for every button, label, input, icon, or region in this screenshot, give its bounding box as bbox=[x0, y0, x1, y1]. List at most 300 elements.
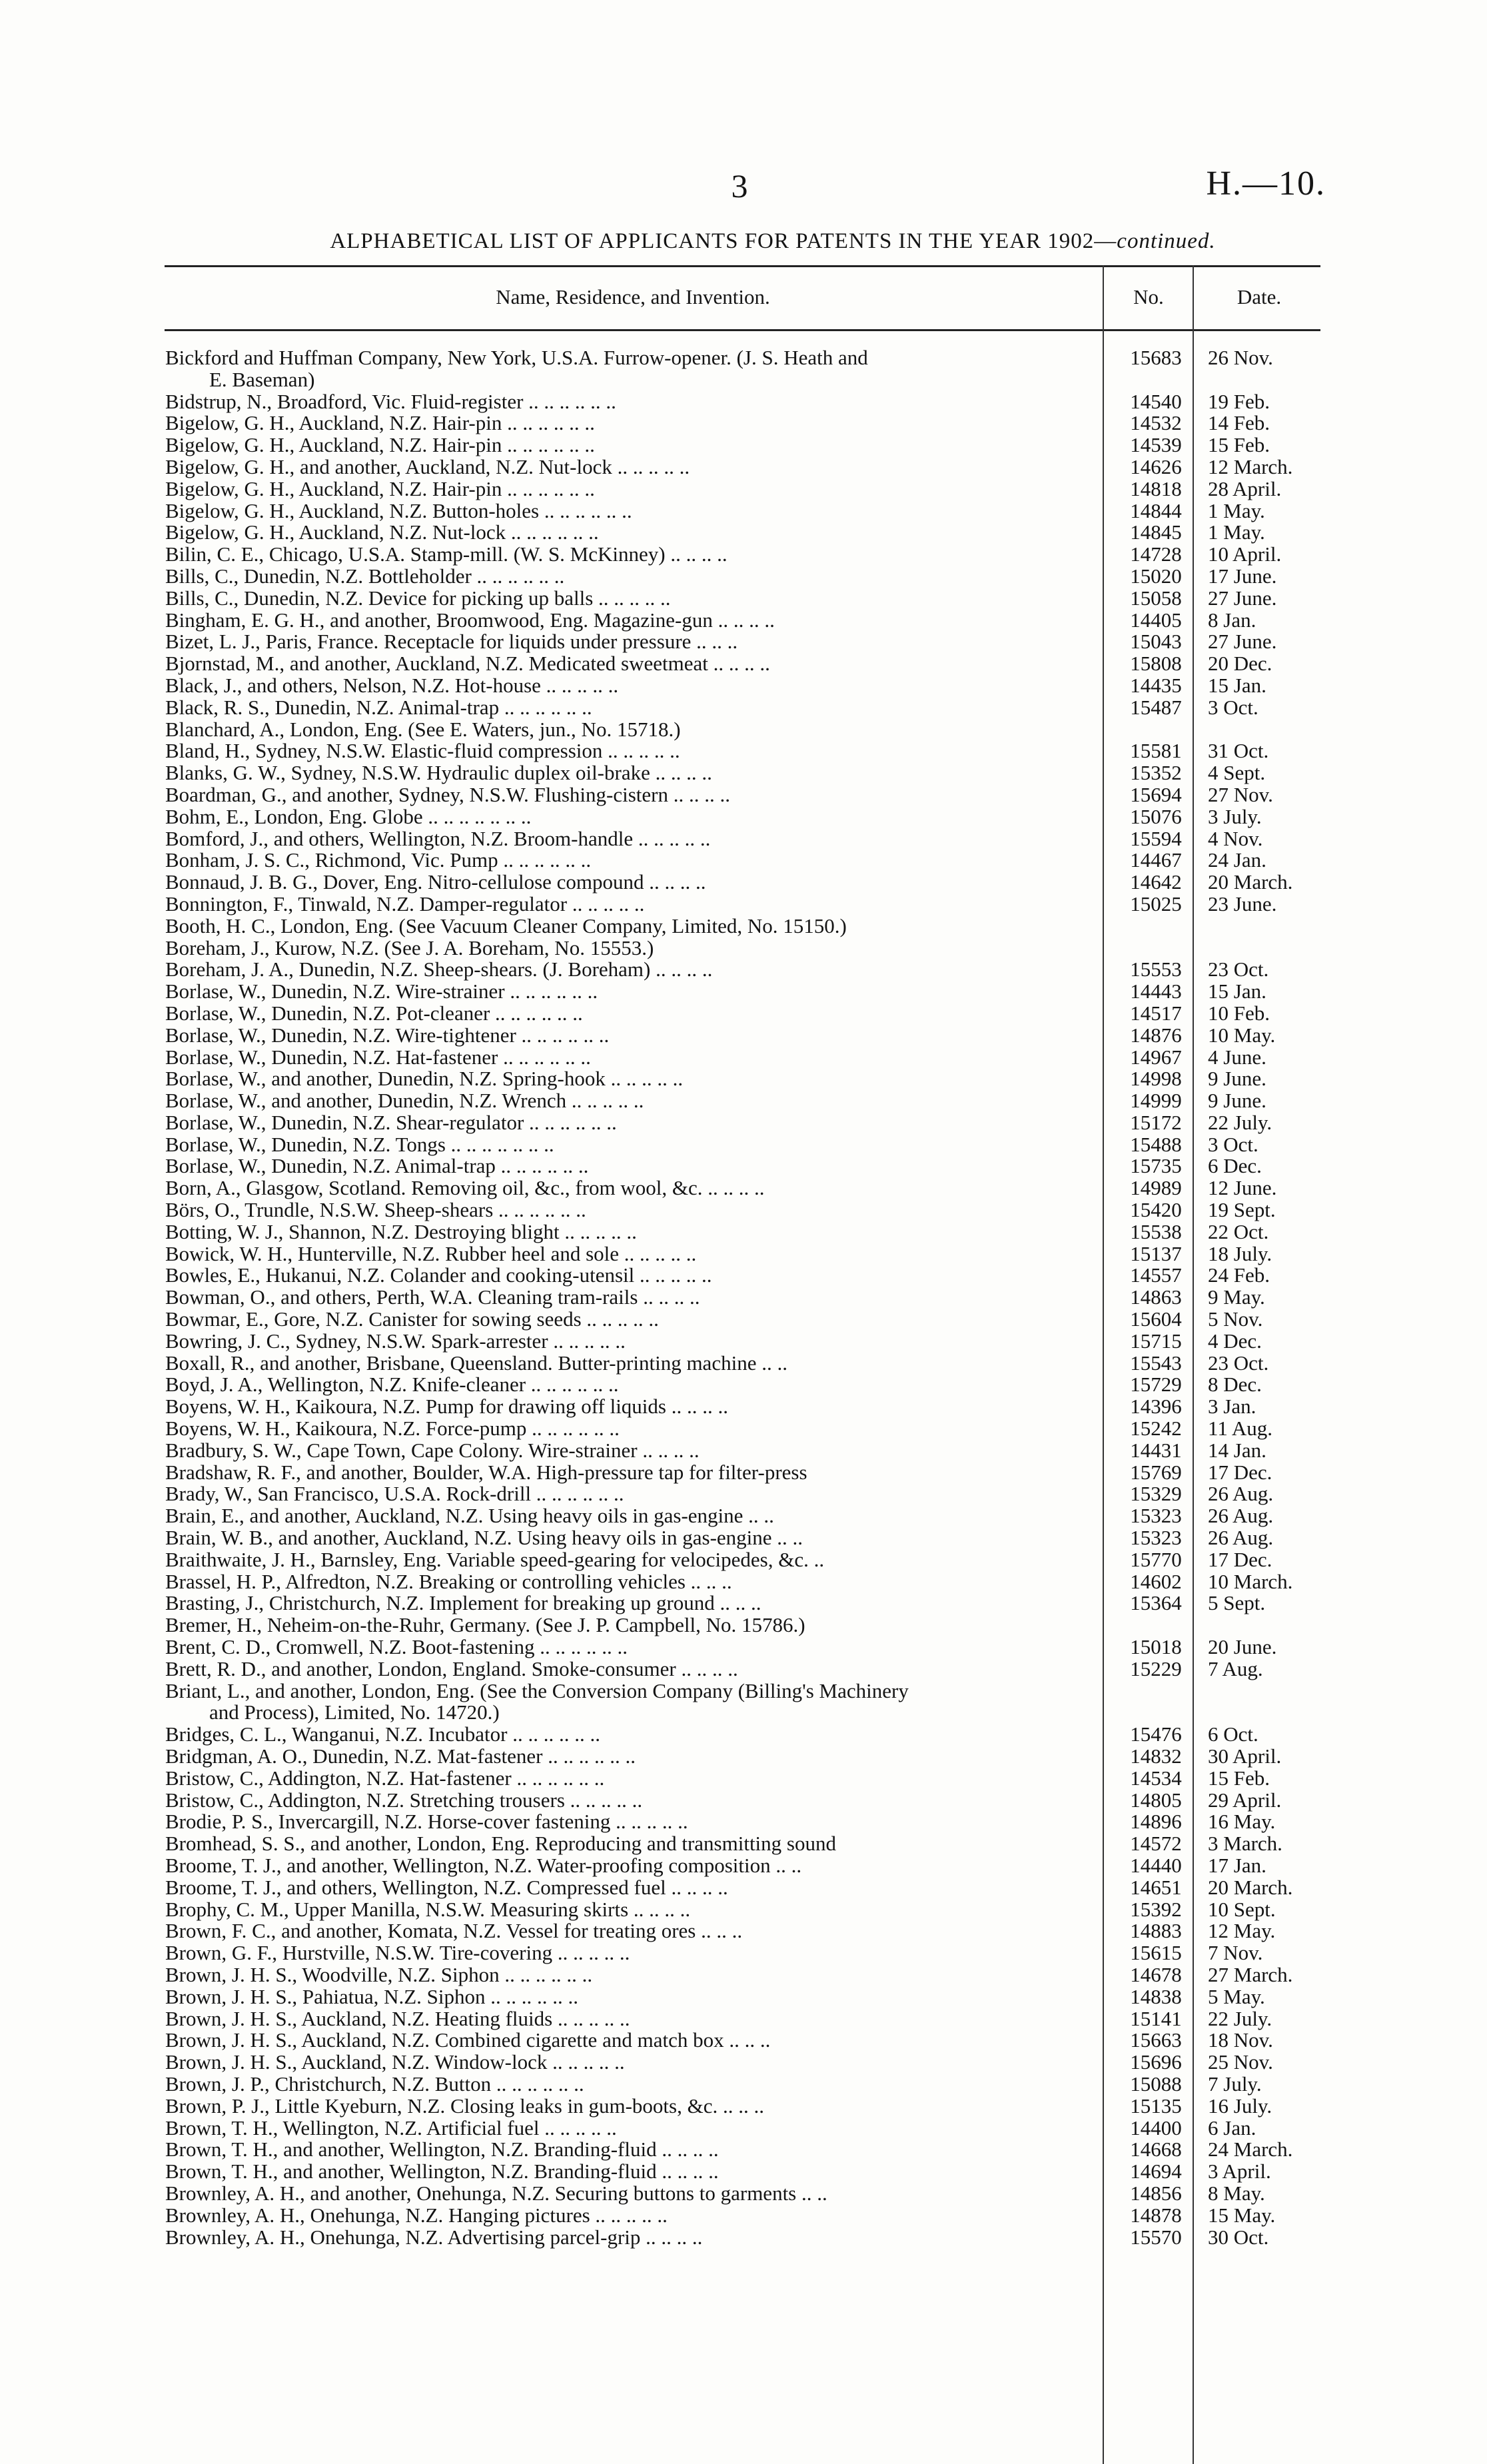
application-date: 8 Jan. bbox=[1208, 608, 1256, 632]
table-row bbox=[165, 2183, 1324, 2205]
patent-number: 14467 bbox=[1130, 848, 1182, 872]
table-row bbox=[165, 1483, 1324, 1505]
applicant-entry bbox=[165, 2030, 1098, 2052]
table-row bbox=[165, 2052, 1324, 2074]
applicant-text: Brassel, H. P., Alfredton, N.Z. Breaking or controlling vehicles .. .. .. bbox=[165, 1569, 732, 1593]
application-date: 25 Nov. bbox=[1208, 2050, 1273, 2074]
application-date: 31 Oct. bbox=[1208, 739, 1269, 763]
applicant-entry bbox=[165, 850, 1098, 872]
application-date: 6 Jan. bbox=[1208, 2116, 1256, 2140]
table-row bbox=[165, 1942, 1324, 1964]
applicant-entry bbox=[165, 1243, 1098, 1265]
table-row bbox=[165, 1877, 1324, 1899]
applicant-text: Bigelow, G. H., Auckland, N.Z. Nut-lock .. .. .. .. .. .. bbox=[165, 520, 599, 544]
table-row bbox=[165, 1047, 1324, 1069]
applicant-text: Brasting, J., Christchurch, N.Z. Implement for breaking up ground .. .. .. bbox=[165, 1591, 761, 1615]
application-date: 15 Feb. bbox=[1208, 1766, 1270, 1790]
patent-number: 14540 bbox=[1130, 389, 1182, 413]
applicant-entry bbox=[165, 1527, 1098, 1549]
application-date: 26 Nov. bbox=[1208, 346, 1273, 369]
patent-number: 14844 bbox=[1130, 498, 1182, 522]
table-row bbox=[165, 1768, 1324, 1790]
applicant-entry bbox=[165, 1614, 1098, 1636]
applicant-entry bbox=[165, 1724, 1098, 1746]
patent-number: 15025 bbox=[1130, 892, 1182, 916]
table-row bbox=[165, 1505, 1324, 1527]
table-row bbox=[165, 937, 1324, 959]
table-row bbox=[165, 675, 1324, 697]
application-date: 30 Oct. bbox=[1208, 2225, 1269, 2249]
applicant-text: Bonnington, F., Tinwald, N.Z. Damper-regulator .. .. .. .. .. bbox=[165, 892, 645, 916]
application-date: 17 June. bbox=[1208, 564, 1277, 588]
patent-number: 14532 bbox=[1130, 411, 1182, 435]
table-row bbox=[165, 500, 1324, 522]
application-date: 10 March. bbox=[1208, 1569, 1293, 1593]
table-row bbox=[165, 544, 1324, 566]
application-date: 15 Jan. bbox=[1208, 673, 1266, 697]
table-row bbox=[165, 806, 1324, 828]
application-date: 23 June. bbox=[1208, 892, 1277, 916]
table-row bbox=[165, 1374, 1324, 1396]
application-date: 27 Nov. bbox=[1208, 782, 1273, 806]
application-date: 7 July. bbox=[1208, 2072, 1262, 2096]
patent-number: 14856 bbox=[1130, 2181, 1182, 2205]
applicant-entry bbox=[165, 937, 1098, 959]
table-row bbox=[165, 1680, 1324, 1724]
patent-number: 14539 bbox=[1130, 433, 1182, 457]
applicant-entry bbox=[165, 1418, 1098, 1440]
patent-number: 15323 bbox=[1130, 1526, 1182, 1550]
table-row bbox=[165, 1068, 1324, 1090]
patent-number: 14805 bbox=[1130, 1788, 1182, 1812]
applicant-entry bbox=[165, 740, 1098, 762]
application-date: 17 Jan. bbox=[1208, 1853, 1266, 1877]
application-date: 1 May. bbox=[1208, 520, 1265, 544]
patent-number: 15683 bbox=[1130, 346, 1182, 369]
patent-number: 15729 bbox=[1130, 1373, 1182, 1397]
application-date: 10 Feb. bbox=[1208, 1001, 1270, 1025]
applicant-text: Broome, T. J., and others, Wellington, N.Z. Compressed fuel .. .. .. .. bbox=[165, 1875, 728, 1899]
applicant-entry bbox=[165, 959, 1098, 981]
application-date: 23 Oct. bbox=[1208, 957, 1269, 981]
applicant-text: Briant, L., and another, London, Eng. (See the Conversion Company (Billing's Machinery bbox=[165, 1678, 909, 1702]
patent-number: 14838 bbox=[1130, 1984, 1182, 2008]
application-date: 26 Aug. bbox=[1208, 1526, 1274, 1550]
application-date: 9 June. bbox=[1208, 1089, 1266, 1113]
table-row bbox=[165, 1243, 1324, 1265]
table-row bbox=[165, 1833, 1324, 1855]
application-date: 17 Dec. bbox=[1208, 1460, 1272, 1484]
applicant-entry bbox=[165, 456, 1098, 478]
applicant-text: Bowman, O., and others, Perth, W.A. Cleaning tram-rails .. .. .. .. bbox=[165, 1285, 700, 1309]
table-row bbox=[165, 1811, 1324, 1833]
applicant-entry bbox=[165, 2227, 1098, 2249]
applicant-entry bbox=[165, 347, 1098, 391]
applicant-text: Borlase, W., and another, Dunedin, N.Z. Spring-hook .. .. .. .. .. bbox=[165, 1067, 684, 1091]
table-row bbox=[165, 347, 1324, 391]
patent-number: 14668 bbox=[1130, 2138, 1182, 2161]
applicant-entry bbox=[165, 1353, 1098, 1375]
applicant-text: Bradshaw, R. F., and another, Boulder, W.A. High-pressure tap for filter-press bbox=[165, 1460, 807, 1484]
table-row bbox=[165, 1221, 1324, 1243]
applicant-text: Black, R. S., Dunedin, N.Z. Animal-trap .. .. .. .. .. .. bbox=[165, 695, 592, 719]
application-date: 5 Sept. bbox=[1208, 1591, 1266, 1615]
table-row bbox=[165, 1112, 1324, 1134]
applicant-text: Broome, T. J., and another, Wellington, N.Z. Water-proofing composition .. .. bbox=[165, 1853, 802, 1877]
patent-number: 14440 bbox=[1130, 1853, 1182, 1877]
patent-number: 14396 bbox=[1130, 1395, 1182, 1419]
applicant-text: Brady, W., San Francisco, U.S.A. Rock-drill .. .. .. .. .. .. bbox=[165, 1482, 624, 1506]
application-date: 29 April. bbox=[1208, 1788, 1282, 1812]
patent-number: 15329 bbox=[1130, 1482, 1182, 1506]
applicant-entry bbox=[165, 1680, 1098, 1724]
patent-number: 14883 bbox=[1130, 1919, 1182, 1943]
patent-number: 14694 bbox=[1130, 2159, 1182, 2183]
applicant-text: Börs, O., Trundle, N.S.W. Sheep-shears .. .. .. .. .. .. bbox=[165, 1198, 586, 1222]
applicant-entry bbox=[165, 1877, 1098, 1899]
application-date: 24 Jan. bbox=[1208, 848, 1266, 872]
applicant-entry bbox=[165, 1396, 1098, 1418]
application-date: 5 May. bbox=[1208, 1984, 1265, 2008]
applicant-entry bbox=[165, 806, 1098, 828]
applicant-entry bbox=[165, 1549, 1098, 1571]
applicant-text: Brownley, A. H., Onehunga, N.Z. Advertising parcel-grip .. .. .. .. bbox=[165, 2225, 703, 2249]
table-row bbox=[165, 653, 1324, 675]
table-row bbox=[165, 1265, 1324, 1287]
applicant-entry bbox=[165, 391, 1098, 413]
table-row bbox=[165, 1746, 1324, 1768]
table-row bbox=[165, 2074, 1324, 2096]
table-row bbox=[165, 1658, 1324, 1680]
application-date: 16 July. bbox=[1208, 2094, 1272, 2118]
applicant-text: Brown, J. H. S., Auckland, N.Z. Heating fluids .. .. .. .. .. bbox=[165, 2006, 630, 2030]
patent-number: 15364 bbox=[1130, 1591, 1182, 1615]
patent-number: 15808 bbox=[1130, 652, 1182, 676]
applicant-entry bbox=[165, 872, 1098, 894]
table-row bbox=[165, 2118, 1324, 2140]
application-date: 30 April. bbox=[1208, 1744, 1282, 1768]
patent-number: 14534 bbox=[1130, 1766, 1182, 1790]
applicant-entry bbox=[165, 2052, 1098, 2074]
patent-number: 15694 bbox=[1130, 782, 1182, 806]
patent-number: 15392 bbox=[1130, 1897, 1182, 1921]
patent-number: 15570 bbox=[1130, 2225, 1182, 2249]
table-row bbox=[165, 2096, 1324, 2118]
patent-number: 14651 bbox=[1130, 1875, 1182, 1899]
applicant-entry bbox=[165, 1090, 1098, 1112]
application-date: 9 June. bbox=[1208, 1067, 1266, 1091]
applicant-text-continued: and Process), Limited, No. 14720.) bbox=[209, 1700, 500, 1724]
patent-number: 14431 bbox=[1130, 1438, 1182, 1462]
column-header-date: Date. bbox=[1237, 285, 1282, 308]
applicant-text: Blanchard, A., London, Eng. (See E. Waters, jun., No. 15718.) bbox=[165, 717, 681, 741]
patent-number: 15420 bbox=[1130, 1198, 1182, 1222]
applicant-text: Booth, H. C., London, Eng. (See Vacuum Cleaner Company, Limited, No. 15150.) bbox=[165, 914, 847, 937]
applicant-text: Bonnaud, J. B. G., Dover, Eng. Nitro-cellulose compound .. .. .. .. bbox=[165, 870, 706, 894]
table-row bbox=[165, 1155, 1324, 1177]
applicant-text: Brown, T. H., Wellington, N.Z. Artificial fuel .. .. .. .. .. bbox=[165, 2116, 617, 2140]
page-number: 3 bbox=[731, 167, 748, 205]
applicant-text: Boyens, W. H., Kaikoura, N.Z. Force-pump .. .. .. .. .. .. bbox=[165, 1417, 620, 1441]
applicant-entry bbox=[165, 1942, 1098, 1964]
application-date: 6 Oct. bbox=[1208, 1722, 1258, 1746]
patent-number: 15172 bbox=[1130, 1110, 1182, 1134]
document-code: H.—10. bbox=[1206, 165, 1326, 203]
applicant-text: Borlase, W., Dunedin, N.Z. Animal-trap .. .. .. .. .. .. bbox=[165, 1154, 589, 1178]
table-row bbox=[165, 456, 1324, 478]
applicant-text: Bigelow, G. H., Auckland, N.Z. Hair-pin .. .. .. .. .. .. bbox=[165, 433, 595, 457]
applicant-text: Bills, C., Dunedin, N.Z. Bottleholder .. .. .. .. .. .. bbox=[165, 564, 565, 588]
table-row bbox=[165, 1549, 1324, 1571]
table-row bbox=[165, 719, 1324, 741]
patent-number: 14863 bbox=[1130, 1285, 1182, 1309]
applicant-text: Boxall, R., and another, Brisbane, Queensland. Butter-printing machine .. .. bbox=[165, 1351, 787, 1375]
application-date: 20 June. bbox=[1208, 1635, 1277, 1659]
application-date: 4 Sept. bbox=[1208, 761, 1266, 785]
patent-number: 14989 bbox=[1130, 1176, 1182, 1200]
application-date: 14 Jan. bbox=[1208, 1438, 1266, 1462]
patent-number: 15715 bbox=[1130, 1329, 1182, 1353]
applicant-entry bbox=[165, 434, 1098, 456]
table-row bbox=[165, 1790, 1324, 1812]
applicant-text: Boardman, G., and another, Sydney, N.S.W. Flushing-cistern .. .. .. .. bbox=[165, 782, 731, 806]
patent-number: 15088 bbox=[1130, 2072, 1182, 2096]
applicant-entry bbox=[165, 1462, 1098, 1484]
application-date: 15 Feb. bbox=[1208, 433, 1270, 457]
applicant-text: Bowmar, E., Gore, N.Z. Canister for sowing seeds .. .. .. .. .. bbox=[165, 1307, 659, 1331]
patent-number: 15553 bbox=[1130, 957, 1182, 981]
applicant-entry bbox=[165, 1287, 1098, 1309]
applicant-entry bbox=[165, 1986, 1098, 2008]
applicant-entry bbox=[165, 697, 1098, 719]
applicant-text: Brown, J. P., Christchurch, N.Z. Button .. .. .. .. .. .. bbox=[165, 2072, 584, 2096]
applicant-list bbox=[165, 347, 1324, 2248]
table-row bbox=[165, 2030, 1324, 2052]
application-date: 24 Feb. bbox=[1208, 1263, 1270, 1287]
title-main: ALPHABETICAL LIST OF APPLICANTS FOR PATENTS IN THE YEAR 1902— bbox=[330, 229, 1117, 253]
column-header-no: No. bbox=[1133, 285, 1164, 308]
applicant-entry bbox=[165, 1768, 1098, 1790]
application-date: 5 Nov. bbox=[1208, 1307, 1263, 1331]
applicant-text: Boyens, W. H., Kaikoura, N.Z. Pump for drawing off liquids .. .. .. .. bbox=[165, 1395, 728, 1419]
applicant-text: Brain, W. B., and another, Auckland, N.Z. Using heavy oils in gas-engine .. .. bbox=[165, 1526, 803, 1550]
applicant-entry bbox=[165, 1068, 1098, 1090]
applicant-text: Bigelow, G. H., Auckland, N.Z. Hair-pin .. .. .. .. .. .. bbox=[165, 476, 595, 500]
applicant-entry bbox=[165, 1855, 1098, 1877]
table-row bbox=[165, 872, 1324, 894]
patent-number: 14896 bbox=[1130, 1810, 1182, 1834]
patent-number: 14876 bbox=[1130, 1023, 1182, 1047]
table-row bbox=[165, 1025, 1324, 1047]
applicant-entry bbox=[165, 588, 1098, 610]
applicant-entry bbox=[165, 1331, 1098, 1353]
table-row bbox=[165, 1986, 1324, 2008]
applicant-entry bbox=[165, 1790, 1098, 1812]
table-row bbox=[165, 1440, 1324, 1462]
applicant-text: Bohm, E., London, Eng. Globe .. .. .. .. .. .. .. bbox=[165, 804, 532, 828]
applicant-entry bbox=[165, 719, 1098, 741]
applicant-text: Brown, F. C., and another, Komata, N.Z. Vessel for treating ores .. .. .. bbox=[165, 1919, 743, 1943]
patent-number: 14443 bbox=[1130, 979, 1182, 1003]
patent-number: 14678 bbox=[1130, 1962, 1182, 1986]
table-row bbox=[165, 894, 1324, 916]
table-row bbox=[165, 2227, 1324, 2249]
applicant-text: Brown, J. H. S., Auckland, N.Z. Combined cigarette and match box .. .. .. bbox=[165, 2028, 771, 2052]
applicant-text: Brown, T. H., and another, Wellington, N.Z. Branding-fluid .. .. .. .. bbox=[165, 2159, 719, 2183]
applicant-text: Blanks, G. W., Sydney, N.S.W. Hydraulic duplex oil-brake .. .. .. .. bbox=[165, 761, 712, 785]
table-row bbox=[165, 1920, 1324, 1942]
patent-number: 15663 bbox=[1130, 2028, 1182, 2052]
application-date: 12 May. bbox=[1208, 1919, 1276, 1943]
application-date: 4 Nov. bbox=[1208, 826, 1263, 850]
applicant-entry bbox=[165, 1309, 1098, 1331]
applicant-text: Bristow, C., Addington, N.Z. Hat-fastener .. .. .. .. .. .. bbox=[165, 1766, 605, 1790]
table-row bbox=[165, 2161, 1324, 2183]
applicant-entry bbox=[165, 1833, 1098, 1855]
patent-number: 15043 bbox=[1130, 630, 1182, 654]
table-row bbox=[165, 2205, 1324, 2227]
application-date: 22 Oct. bbox=[1208, 1219, 1269, 1243]
application-date: 10 May. bbox=[1208, 1023, 1276, 1047]
application-date: 10 April. bbox=[1208, 542, 1282, 566]
applicant-entry bbox=[165, 1134, 1098, 1156]
applicant-text: Bizet, L. J., Paris, France. Receptacle for liquids under pressure .. .. .. bbox=[165, 630, 738, 654]
application-date: 12 June. bbox=[1208, 1176, 1277, 1200]
applicant-text: Bickford and Huffman Company, New York, U.S.A. Furrow-opener. (J. S. Heath and bbox=[165, 346, 868, 369]
applicant-text: Bridges, C. L., Wanganui, N.Z. Incubator .. .. .. .. .. .. bbox=[165, 1722, 600, 1746]
patent-number: 14818 bbox=[1130, 476, 1182, 500]
table-header-rule bbox=[165, 329, 1320, 331]
applicant-entry bbox=[165, 1374, 1098, 1396]
table-row bbox=[165, 762, 1324, 784]
application-date: 3 Jan. bbox=[1208, 1395, 1256, 1419]
applicant-entry bbox=[165, 2161, 1098, 2183]
patent-number: 14400 bbox=[1130, 2116, 1182, 2140]
table-row bbox=[165, 588, 1324, 610]
patent-number: 15488 bbox=[1130, 1132, 1182, 1156]
table-row bbox=[165, 478, 1324, 500]
patent-number: 15076 bbox=[1130, 804, 1182, 828]
applicant-entry bbox=[165, 1964, 1098, 1986]
patent-number: 15538 bbox=[1130, 1219, 1182, 1243]
applicant-entry bbox=[165, 500, 1098, 522]
table-row bbox=[165, 697, 1324, 719]
application-date: 15 May. bbox=[1208, 2203, 1276, 2227]
patent-number: 15696 bbox=[1130, 2050, 1182, 2074]
patent-number: 14878 bbox=[1130, 2203, 1182, 2227]
applicant-text: Black, J., and others, Nelson, N.Z. Hot-house .. .. .. .. .. bbox=[165, 673, 619, 697]
patent-number: 15020 bbox=[1130, 564, 1182, 588]
patent-number: 15594 bbox=[1130, 826, 1182, 850]
applicant-entry bbox=[165, 2008, 1098, 2030]
table-row bbox=[165, 1964, 1324, 1986]
application-date: 7 Aug. bbox=[1208, 1656, 1263, 1680]
application-date: 17 Dec. bbox=[1208, 1547, 1272, 1571]
table-row bbox=[165, 631, 1324, 653]
applicant-entry bbox=[165, 1920, 1098, 1942]
applicant-entry bbox=[165, 1746, 1098, 1768]
patent-number: 14998 bbox=[1130, 1067, 1182, 1091]
applicant-text: Botting, W. J., Shannon, N.Z. Destroying blight .. .. .. .. .. bbox=[165, 1219, 637, 1243]
applicant-entry bbox=[165, 1265, 1098, 1287]
table-row bbox=[165, 1003, 1324, 1025]
table-row bbox=[165, 1418, 1324, 1440]
applicant-text-continued: E. Baseman) bbox=[209, 367, 315, 391]
applicant-entry bbox=[165, 544, 1098, 566]
patent-number: 15581 bbox=[1130, 739, 1182, 763]
applicant-entry bbox=[165, 1199, 1098, 1221]
table-row bbox=[165, 1614, 1324, 1636]
applicant-text: Brown, J. H. S., Woodville, N.Z. Siphon .. .. .. .. .. .. bbox=[165, 1962, 593, 1986]
application-date: 3 July. bbox=[1208, 804, 1262, 828]
applicant-text: Brown, P. J., Little Kyeburn, N.Z. Closing leaks in gum-boots, &c. .. .. .. bbox=[165, 2094, 764, 2118]
application-date: 26 Aug. bbox=[1208, 1504, 1274, 1528]
applicant-text: Boreham, J., Kurow, N.Z. (See J. A. Boreham, No. 15553.) bbox=[165, 935, 654, 959]
patent-number: 15058 bbox=[1130, 586, 1182, 610]
applicant-entry bbox=[165, 981, 1098, 1003]
application-date: 3 Oct. bbox=[1208, 695, 1258, 719]
applicant-text: Brophy, C. M., Upper Manilla, N.S.W. Measuring skirts .. .. .. .. bbox=[165, 1897, 691, 1921]
table-row bbox=[165, 1899, 1324, 1921]
applicant-text: Brown, J. H. S., Pahiatua, N.Z. Siphon .. .. .. .. .. .. bbox=[165, 1984, 578, 2008]
application-date: 19 Sept. bbox=[1208, 1198, 1276, 1222]
applicant-text: Borlase, W., and another, Dunedin, N.Z. Wrench .. .. .. .. .. bbox=[165, 1089, 644, 1113]
table-row bbox=[165, 740, 1324, 762]
application-date: 7 Nov. bbox=[1208, 1941, 1263, 1965]
applicant-text: Brown, J. H. S., Auckland, N.Z. Window-lock .. .. .. .. .. bbox=[165, 2050, 625, 2074]
applicant-text: Bjornstad, M., and another, Auckland, N.Z. Medicated sweetmeat .. .. .. .. bbox=[165, 652, 770, 676]
applicant-entry bbox=[165, 1899, 1098, 1921]
table-row bbox=[165, 610, 1324, 632]
applicant-text: Brett, R. D., and another, London, England. Smoke-consumer .. .. .. .. bbox=[165, 1656, 738, 1680]
patent-number: 14517 bbox=[1130, 1001, 1182, 1025]
application-date: 27 June. bbox=[1208, 630, 1277, 654]
application-date: 14 Feb. bbox=[1208, 411, 1270, 435]
applicant-text: Bilin, C. E., Chicago, U.S.A. Stamp-mill. (W. S. McKinney) .. .. .. .. bbox=[165, 542, 728, 566]
application-date: 1 May. bbox=[1208, 498, 1265, 522]
table-row bbox=[165, 1331, 1324, 1353]
application-date: 3 April. bbox=[1208, 2159, 1271, 2183]
applicant-entry bbox=[165, 916, 1098, 937]
applicant-text: Born, A., Glasgow, Scotland. Removing oil, &c., from wool, &c. .. .. .. .. bbox=[165, 1176, 765, 1200]
applicant-text: Brownley, A. H., and another, Onehunga, N.Z. Securing buttons to garments .. .. bbox=[165, 2181, 827, 2205]
column-header-name: Name, Residence, and Invention. bbox=[496, 285, 770, 308]
applicant-text: Brent, C. D., Cromwell, N.Z. Boot-fastening .. .. .. .. .. .. bbox=[165, 1635, 628, 1659]
applicant-entry bbox=[165, 2096, 1098, 2118]
patent-number: 15615 bbox=[1130, 1941, 1182, 1965]
table-row bbox=[165, 2139, 1324, 2161]
applicant-entry bbox=[165, 784, 1098, 806]
applicant-entry bbox=[165, 1221, 1098, 1243]
applicant-entry bbox=[165, 1440, 1098, 1462]
table-row bbox=[165, 1855, 1324, 1877]
table-row bbox=[165, 916, 1324, 937]
applicant-text: Bigelow, G. H., and another, Auckland, N.Z. Nut-lock .. .. .. .. .. bbox=[165, 454, 690, 478]
application-date: 12 March. bbox=[1208, 454, 1293, 478]
applicant-text: Boyd, J. A., Wellington, N.Z. Knife-cleaner .. .. .. .. .. .. bbox=[165, 1373, 619, 1397]
application-date: 22 July. bbox=[1208, 1110, 1272, 1134]
application-date: 3 March. bbox=[1208, 1832, 1282, 1856]
patent-number: 14557 bbox=[1130, 1263, 1182, 1287]
patent-number: 14405 bbox=[1130, 608, 1182, 632]
application-date: 18 Nov. bbox=[1208, 2028, 1273, 2052]
patent-number: 15735 bbox=[1130, 1154, 1182, 1178]
applicant-entry bbox=[165, 1811, 1098, 1833]
title-continued: continued. bbox=[1117, 229, 1216, 253]
application-date: 20 Dec. bbox=[1208, 652, 1272, 676]
patent-number: 14642 bbox=[1130, 870, 1182, 894]
table-row bbox=[165, 1177, 1324, 1199]
